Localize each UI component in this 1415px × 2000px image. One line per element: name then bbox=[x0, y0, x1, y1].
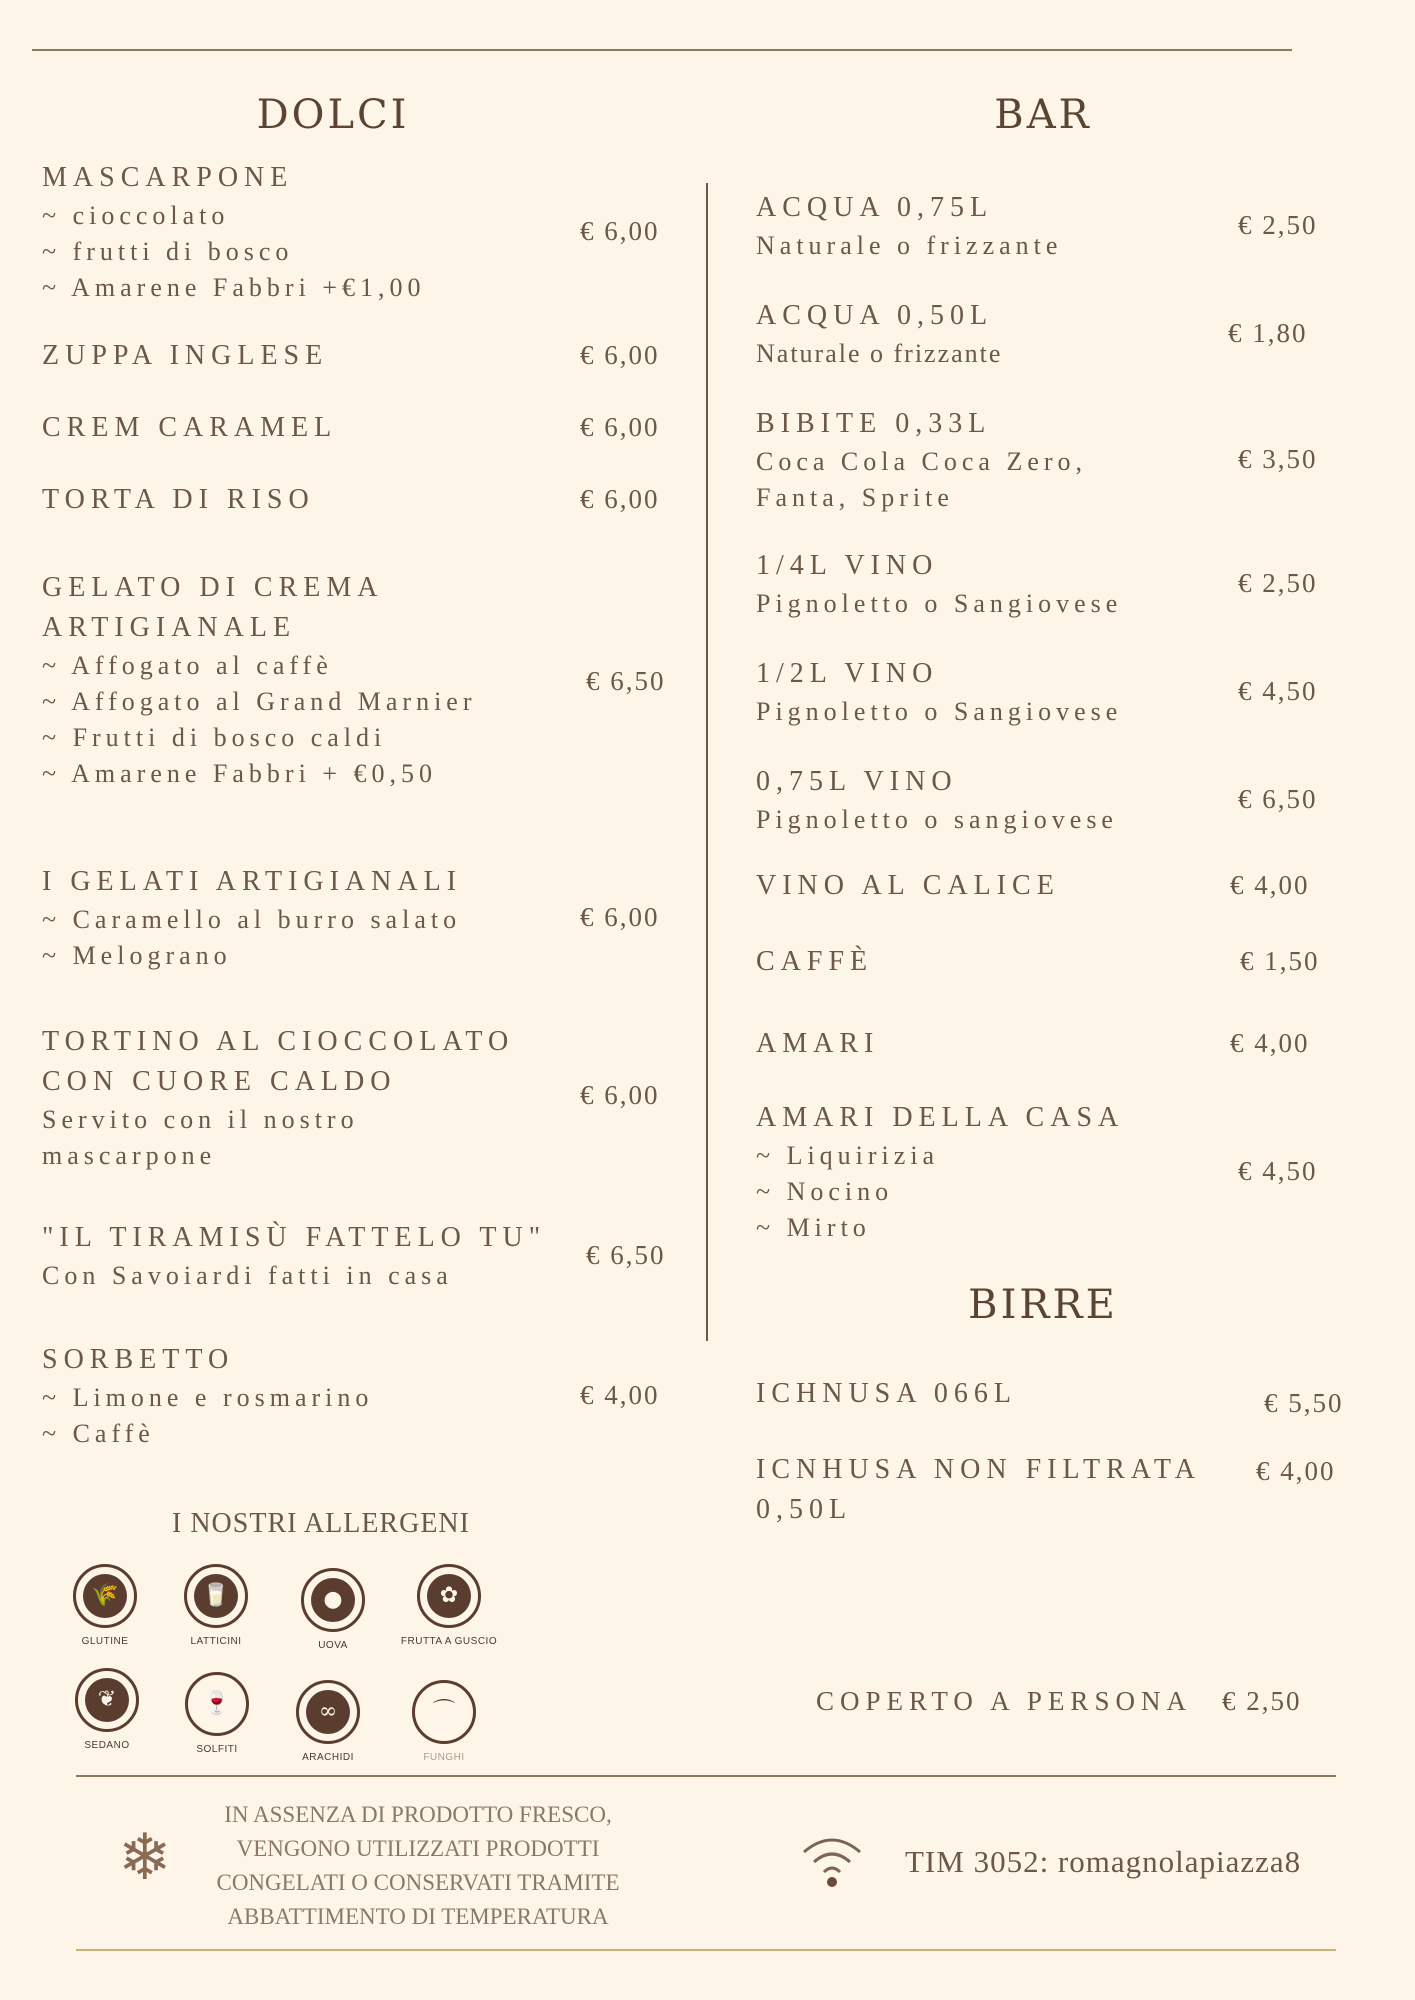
item-price: € 4,00 bbox=[1230, 870, 1310, 900]
item-name: 1/2L VINO bbox=[756, 658, 939, 689]
item-detail: ~ frutti di bosco bbox=[42, 237, 294, 266]
item-price: € 6,00 bbox=[580, 412, 660, 442]
menu-item-acqua-075 bbox=[756, 188, 1196, 264]
notice-line: IN ASSENZA DI PRODOTTO FRESCO, bbox=[224, 1802, 612, 1827]
item-price: € 6,00 bbox=[580, 902, 660, 932]
allergen-label: SOLFITI bbox=[196, 1744, 238, 1755]
menu-item-acqua-050 bbox=[756, 296, 1196, 372]
item-detail: ~ Affogato al Grand Marnier bbox=[42, 687, 477, 716]
item-name: ICNHUSA NON FILTRATA bbox=[756, 1454, 1201, 1485]
menu-item-amari-casa bbox=[756, 1098, 1196, 1246]
egg-icon: ● bbox=[301, 1568, 365, 1632]
item-detail: Servito con il nostro bbox=[42, 1105, 359, 1134]
bar-heading: BAR bbox=[994, 92, 1092, 138]
item-name: CAFFÈ bbox=[756, 946, 874, 977]
item-price: € 6,50 bbox=[1238, 784, 1318, 814]
footer-top-rule bbox=[76, 1775, 1336, 1777]
menu-item-bibite bbox=[756, 404, 1196, 516]
item-name: ZUPPA INGLESE bbox=[42, 340, 329, 371]
menu-item-sorbetto bbox=[42, 1340, 602, 1452]
item-price: € 4,50 bbox=[1238, 676, 1318, 706]
walnut-icon: ✿ bbox=[417, 1564, 481, 1628]
allergen-label: UOVA bbox=[318, 1640, 348, 1651]
item-name: AMARI bbox=[756, 1028, 880, 1059]
item-detail: Coca Cola Coca Zero, bbox=[756, 447, 1088, 476]
allergen-funghi bbox=[384, 1680, 504, 1763]
notice-line: VENGONO UTILIZZATI PRODOTTI bbox=[236, 1836, 600, 1861]
menu-item-caffe bbox=[756, 942, 873, 982]
menu-item-ichnusa bbox=[756, 1374, 1017, 1414]
item-name: ACQUA 0,50L bbox=[756, 300, 994, 331]
item-name: VINO AL CALICE bbox=[756, 870, 1060, 901]
item-price: € 2,50 bbox=[1238, 568, 1318, 598]
wifi-icon bbox=[800, 1832, 864, 1888]
menu-item-vino-mezzo bbox=[756, 654, 1196, 730]
item-detail: Pignoletto o Sangiovese bbox=[756, 697, 1123, 726]
item-price: € 3,50 bbox=[1238, 444, 1318, 474]
menu-item-vino-calice bbox=[756, 866, 1060, 906]
mushroom-icon: ⌒ bbox=[412, 1680, 476, 1744]
top-rule bbox=[32, 49, 1292, 51]
item-detail: Naturale o frizzante bbox=[756, 339, 1003, 368]
menu-item-gelato-di-crema bbox=[42, 568, 602, 792]
allergen-latticini bbox=[156, 1564, 276, 1647]
item-detail: ~ Frutti di bosco caldi bbox=[42, 723, 387, 752]
birre-heading: BIRRE bbox=[968, 1282, 1118, 1328]
item-detail: ~ Nocino bbox=[756, 1177, 894, 1206]
item-detail: Con Savoiardi fatti in casa bbox=[42, 1261, 453, 1290]
wine-glass-icon: 🍷 bbox=[185, 1672, 249, 1736]
item-detail: Naturale o frizzante bbox=[756, 231, 1063, 260]
item-name: TORTINO AL CIOCCOLATO bbox=[42, 1026, 515, 1057]
menu-item-tortino bbox=[42, 1022, 602, 1174]
item-price: € 4,50 bbox=[1238, 1156, 1318, 1186]
notice-line: ABBATTIMENTO DI TEMPERATURA bbox=[227, 1904, 609, 1929]
item-price: € 2,50 bbox=[1238, 210, 1318, 240]
item-name: CON CUORE CALDO bbox=[42, 1066, 397, 1097]
allergen-label: FRUTTA A GUSCIO bbox=[400, 1636, 498, 1647]
item-name: "IL TIRAMISÙ FATTELO TU" bbox=[42, 1222, 547, 1253]
item-name: ACQUA 0,75L bbox=[756, 192, 994, 223]
item-price: € 5,50 bbox=[1264, 1388, 1344, 1418]
menu-item-crem-caramel bbox=[42, 408, 337, 448]
item-name: ICHNUSA 066L bbox=[756, 1378, 1018, 1409]
celery-icon: ❦ bbox=[75, 1668, 139, 1732]
item-price: € 6,00 bbox=[580, 216, 660, 246]
allergen-label: FUNGHI bbox=[423, 1752, 465, 1763]
item-detail: ~ Amarene Fabbri +€1,00 bbox=[42, 273, 426, 302]
menu-item-amari bbox=[756, 1024, 879, 1064]
allergen-arachidi bbox=[268, 1680, 388, 1763]
item-detail: Pignoletto o sangiovese bbox=[756, 805, 1118, 834]
allergen-label: ARACHIDI bbox=[302, 1752, 354, 1763]
item-name: GELATO DI CREMA bbox=[42, 572, 384, 603]
menu-item-vino-075 bbox=[756, 762, 1196, 838]
item-name: 1/4L VINO bbox=[756, 550, 939, 581]
item-detail: ~ cioccolato bbox=[42, 201, 230, 230]
item-price: € 6,50 bbox=[586, 1240, 666, 1270]
snowflake-icon: ❄ bbox=[118, 1821, 172, 1895]
item-detail: ~ Affogato al caffè bbox=[42, 651, 333, 680]
item-name: 0,75L VINO bbox=[756, 766, 958, 797]
item-price: € 1,80 bbox=[1228, 318, 1308, 348]
dolci-heading: DOLCI bbox=[256, 92, 410, 138]
item-price: € 6,50 bbox=[586, 666, 666, 696]
allergen-solfiti bbox=[157, 1672, 277, 1755]
item-detail: ~ Caffè bbox=[42, 1419, 155, 1448]
milk-bottle-icon: 🥛 bbox=[184, 1564, 248, 1628]
item-price: € 6,00 bbox=[580, 340, 660, 370]
notice-line: CONGELATI O CONSERVATI TRAMITE bbox=[216, 1870, 620, 1895]
item-price: € 1,50 bbox=[1240, 946, 1320, 976]
coperto-label: COPERTO A PERSONA bbox=[816, 1686, 1192, 1716]
menu-item-gelati-artigianali bbox=[42, 862, 602, 974]
item-detail: ~ Melograno bbox=[42, 941, 232, 970]
item-detail: Pignoletto o Sangiovese bbox=[756, 589, 1123, 618]
allergens-title: I NOSTRI ALLERGENI bbox=[172, 1508, 470, 1539]
item-name: BIBITE 0,33L bbox=[756, 408, 992, 439]
frozen-product-notice bbox=[196, 1798, 640, 1934]
item-price: € 6,00 bbox=[580, 1080, 660, 1110]
allergen-label: LATTICINI bbox=[190, 1636, 242, 1647]
wheat-icon: 🌾 bbox=[73, 1564, 137, 1628]
item-name: MASCARPONE bbox=[42, 162, 294, 193]
item-name: CREM CARAMEL bbox=[42, 412, 338, 443]
item-name: SORBETTO bbox=[42, 1344, 235, 1375]
allergen-label: GLUTINE bbox=[81, 1636, 129, 1647]
item-detail: ~ Limone e rosmarino bbox=[42, 1383, 374, 1412]
item-price: € 4,00 bbox=[1256, 1456, 1336, 1486]
allergen-sedano bbox=[47, 1668, 167, 1751]
menu-item-zuppa-inglese bbox=[42, 336, 328, 376]
menu-item-ichnusa-non-filtrata bbox=[756, 1450, 1216, 1530]
footer-bottom-rule bbox=[76, 1949, 1336, 1951]
item-detail: mascarpone bbox=[42, 1141, 217, 1170]
item-name: I GELATI ARTIGIANALI bbox=[42, 866, 463, 897]
item-price: € 4,00 bbox=[580, 1380, 660, 1410]
item-name: ARTIGIANALE bbox=[42, 612, 297, 643]
coperto-price: € 2,50 bbox=[1222, 1686, 1302, 1716]
menu-item-vino-quarto bbox=[756, 546, 1196, 622]
allergen-label: SEDANO bbox=[84, 1740, 130, 1751]
item-detail: Fanta, Sprite bbox=[756, 483, 954, 512]
item-name: AMARI DELLA CASA bbox=[756, 1102, 1125, 1133]
column-divider bbox=[706, 183, 708, 1341]
item-detail: ~ Amarene Fabbri + €0,50 bbox=[42, 759, 437, 788]
menu-item-mascarpone bbox=[42, 158, 582, 306]
item-name: TORTA DI RISO bbox=[42, 484, 315, 515]
item-name: 0,50L bbox=[756, 1494, 853, 1525]
item-price: € 4,00 bbox=[1230, 1028, 1310, 1058]
peanut-icon: ∞ bbox=[296, 1680, 360, 1744]
allergen-frutta-a-guscio bbox=[389, 1564, 509, 1647]
item-detail: ~ Mirto bbox=[756, 1213, 871, 1242]
allergen-uova bbox=[273, 1568, 393, 1651]
menu-item-torta-di-riso bbox=[42, 480, 315, 520]
item-detail: ~ Liquirizia bbox=[756, 1141, 940, 1170]
wifi-credentials: TIM 3052: romagnolapiazza8 bbox=[905, 1844, 1302, 1879]
menu-item-tiramisu bbox=[42, 1218, 602, 1294]
item-detail: ~ Caramello al burro salato bbox=[42, 905, 462, 934]
allergen-glutine bbox=[45, 1564, 165, 1647]
item-price: € 6,00 bbox=[580, 484, 660, 514]
